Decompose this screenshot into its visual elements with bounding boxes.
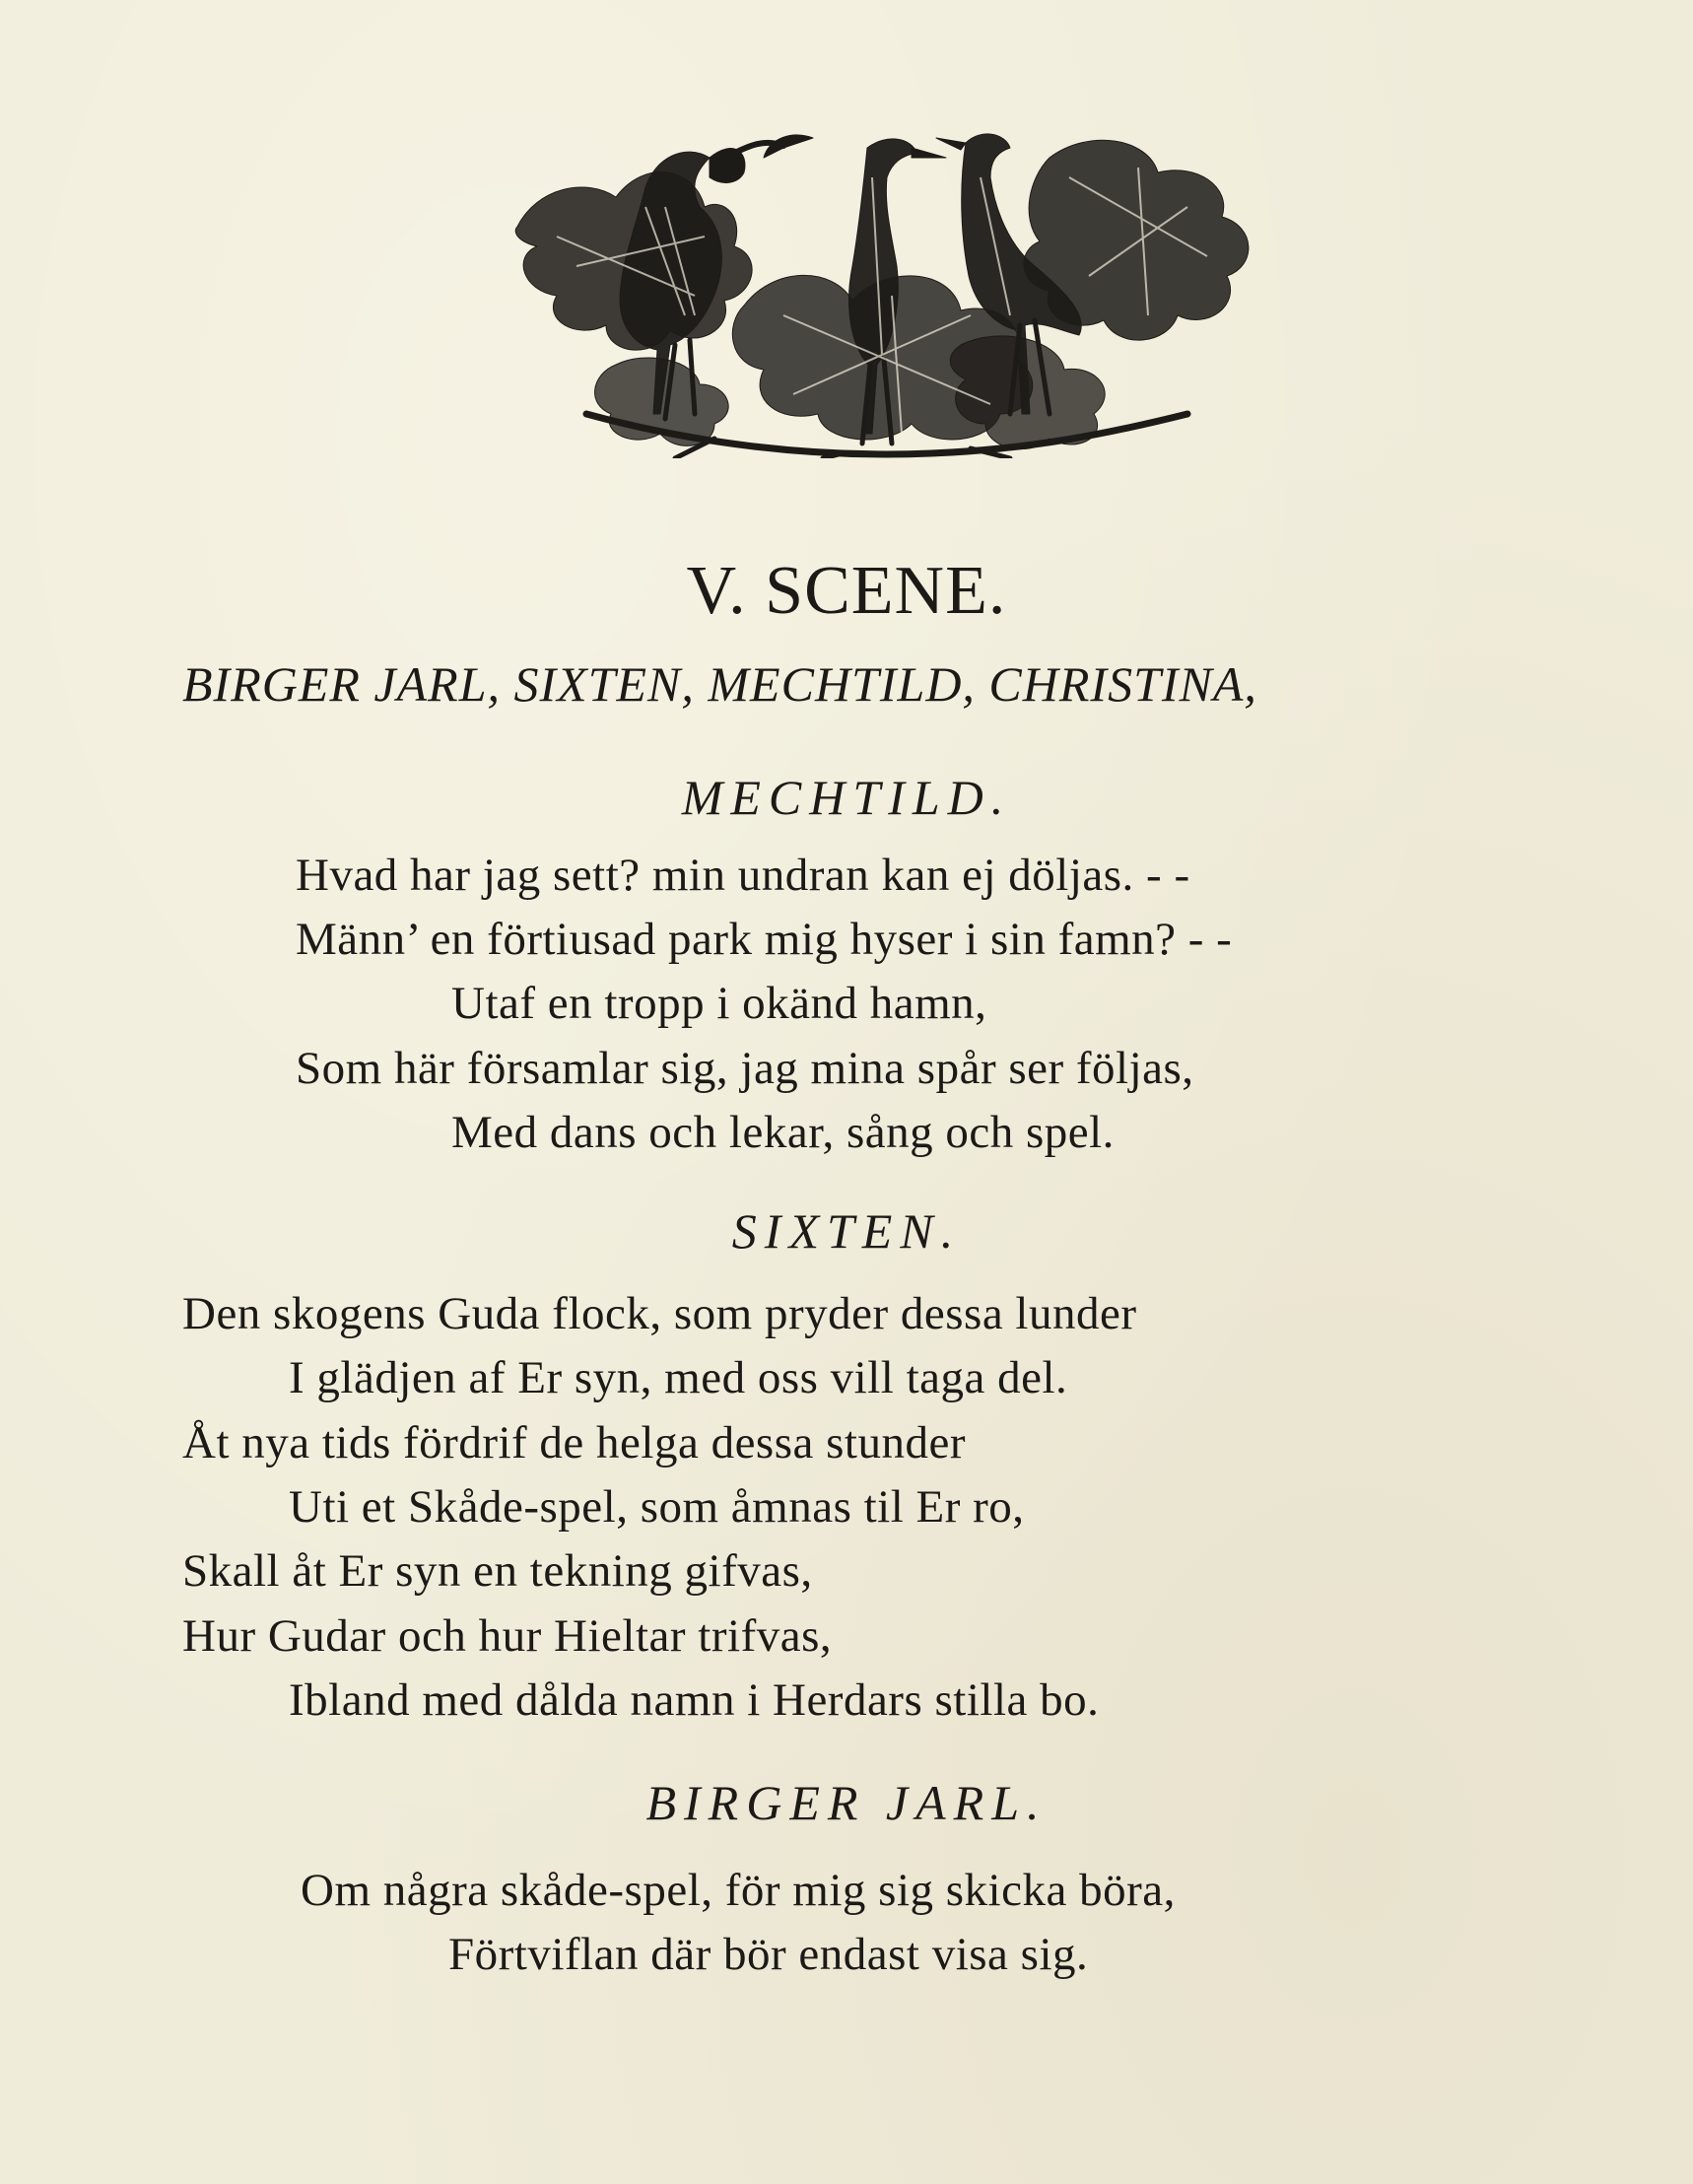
- verse-line: Den skogens Guda flock, som pryder dessa lunder: [182, 1288, 1137, 1339]
- speaker-name: BIRGER JARL.: [645, 1775, 1048, 1830]
- verse-line: Männ’ en förtiusad park mig hyser i sin famn? - -: [296, 914, 1233, 965]
- verse-line: Skall åt Er syn en tekning gifvas,: [182, 1545, 813, 1597]
- verse-line: Hvad har jag sett? min undran kan ej döljas. - -: [296, 850, 1190, 901]
- verse-line: Uti et Skåde-spel, som åmnas til Er ro,: [289, 1481, 1025, 1533]
- verse-line: Om några skåde-spel, för mig sig skicka böra,: [301, 1865, 1176, 1916]
- verse-line: Utaf en tropp i okänd hamn,: [451, 978, 987, 1029]
- cast-list: BIRGER JARL, SIXTEN, MECHTILD, CHRISTINA,: [182, 656, 1257, 712]
- speaker-name: SIXTEN.: [731, 1203, 962, 1259]
- verse-line: I glädjen af Er syn, med oss vill taga del.: [289, 1352, 1068, 1403]
- birds-ornament-icon: [498, 118, 1266, 458]
- verse-line: Med dans och lekar, sång och spel.: [451, 1107, 1115, 1158]
- speaker-name: MECHTILD.: [681, 770, 1012, 825]
- verse-line: Hur Gudar och hur Hieltar trifvas,: [182, 1610, 833, 1662]
- scene-title: V. SCENE.: [686, 553, 1007, 629]
- verse-line: Ibland med dålda namn i Herdars stilla bo.: [289, 1674, 1100, 1726]
- verse-line: Åt nya tids fördrif de helga dessa stunder: [182, 1417, 966, 1468]
- verse-line: Förtviflan där bör endast visa sig.: [448, 1929, 1089, 1980]
- verse-line: Som här församlar sig, jag mina spår ser följas,: [296, 1043, 1194, 1094]
